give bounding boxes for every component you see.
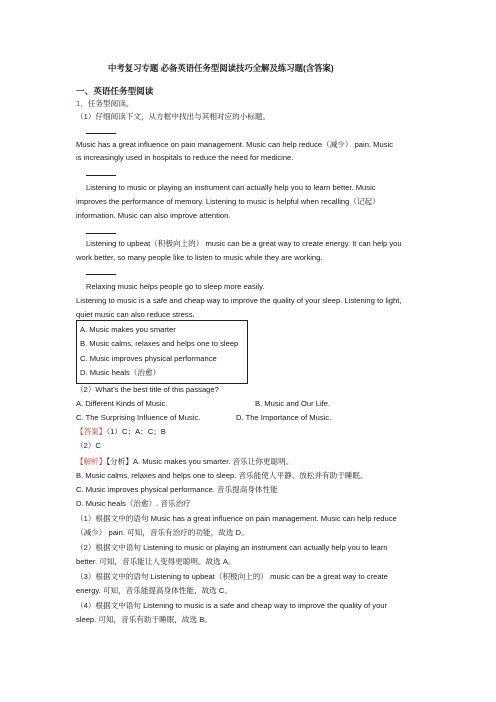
explain-4-line2: sleep. 可知，音乐有助于睡眠，故选 B。 [76,615,212,624]
blank-1[interactable] [86,126,116,137]
explain-1-line2: （减少） pain. 可知，音乐有治疗的功能，故选 D。 [76,528,249,537]
explain-1-line1: （1）根据文中的语句 Music has a great influence on pain management. Music can help reduce [76,514,397,523]
explain-2-line2: better. 可知，音乐能让人变得更聪明。故选 A。 [76,557,236,566]
analysis-text-1: 【分析】A. Music makes you smarter. 音乐让你更聪明。 [106,457,294,466]
options-box [76,320,248,384]
document-title: 中考复习专题 必备英语任务型阅读技巧全解及练习题(含答案) [108,63,334,73]
answer-tag: 【答案】 [76,427,107,436]
passage-para4-line1: Relaxing music helps people go to sleep more easily. [86,282,265,291]
answer-line-1 [76,427,166,437]
explain-2-line1: （2）根据文中语句 Listening to music or playing an instrument can actually help you to learn [76,543,388,552]
question-number [76,99,133,109]
analysis-text-3: C. Music improves physical performance. 音乐提高身体性能 [76,485,278,494]
passage-para2-line1: Listening to music or playing an instrument can actually help you to learn better. Music [86,183,376,192]
passage-para3-line1: Listening to upbeat（积极向上的） music can be a great way to create energy. It can help you [86,239,402,248]
choice-a: A. Different Kinds of Music. [76,399,168,408]
passage-para5-line2: quiet music can also reduce stress. [76,310,195,319]
answer-part2: （2）C [76,441,101,450]
blank-4[interactable] [86,267,116,278]
option-c: C. Music improves physical performance [80,354,217,363]
choice-d: D. The Importance of Music. [236,413,332,422]
blank-2[interactable] [86,168,116,179]
analysis-text-4: D. Music heals（治愈）. 音乐治疗 [76,499,191,508]
passage-para1-line2: is increasingly used in hospitals to reduce the need for medicine. [76,153,294,162]
choice-c: C. The Surprising Influence of Music. [76,413,201,422]
option-d: D. Music heals（治愈） [80,368,161,377]
question-heading: 任务型阅读。 [87,99,134,108]
passage-para1-line1: Music has a great influence on pain management. Music can help reduce（减少） pain. Music [76,140,393,149]
analysis-tag: 【解析】 [76,457,107,466]
explain-3-line2: energy. 可知，音乐能提高身体性能，故选 C。 [76,586,232,595]
part1-instruction: （1）仔细阅读下文，从方框中找出与其相对应的小标题。 [76,112,271,121]
answer-part1: （1）C；A；C；B [106,427,166,436]
analysis-text-2: B. Music calms, relaxes and helps one to sleep. 音乐能使人平静、放松并有助于睡眠。 [76,471,368,480]
question-index: 1． [76,99,88,108]
option-b: B. Music calms, relaxes and helps one to sleep [80,339,239,348]
passage-para5-line1: Listening to music is a safe and cheap way to improve the quality of your sleep. Listening to light, [76,296,402,305]
analysis-line-1 [76,457,293,467]
passage-para2-line3: information. Music can also improve attention. [76,211,231,220]
choice-b: B. Music and Our Life. [255,399,331,408]
passage-para2-line2: improves the performance of memory. Listening to music is helpful when recalling（记起） [76,197,380,206]
explain-3-line1: （3）根据文中的语句 Listening to upbeat（积极向上的） music can be a great way to create [76,572,388,581]
option-a: A. Music makes you smarter [80,325,176,334]
part2-question: （2）What's the best title of this passage? [76,385,219,394]
passage-para3-line2: work better, so many people like to listen to music while they are working. [76,253,323,262]
explain-4-line1: （4）根据文中语句 Listening to music is a safe and cheap way to improve the quality of your [76,601,388,610]
section-heading: 一、英语任务型阅读 [76,86,154,96]
blank-3[interactable] [86,226,116,237]
